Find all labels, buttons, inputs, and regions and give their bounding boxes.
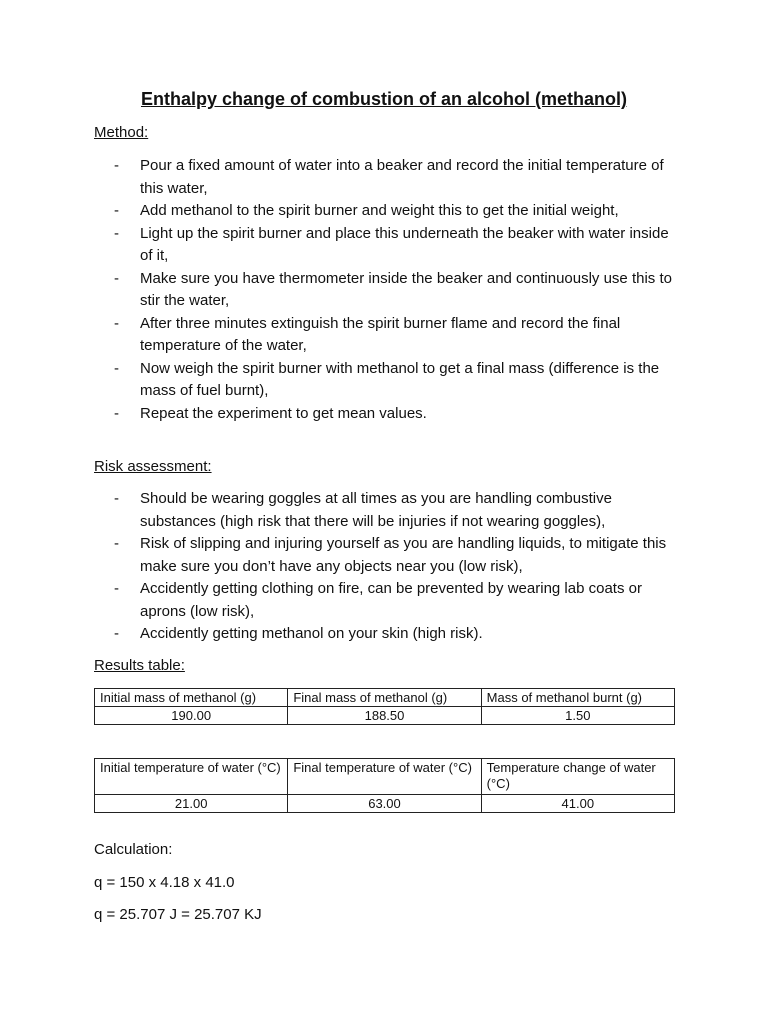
table-header-cell: Final mass of methanol (g) [288, 689, 481, 707]
table-cell: 41.00 [481, 795, 674, 813]
table-header-row [95, 759, 675, 795]
results-heading: Results table: [94, 657, 185, 674]
method-item: - Make sure you have thermometer inside the beaker and continuously use this to stir the water, [94, 268, 684, 313]
method-item: - After three minutes extinguish the spirit burner flame and record the final temperature of the water, [94, 313, 684, 358]
table-cell: 1.50 [481, 707, 674, 725]
method-item: - Pour a fixed amount of water into a beaker and record the initial temperature of this water, [94, 155, 684, 200]
calculation-result: q = 25.707 J = 25.707 KJ [94, 906, 262, 923]
calculation-line: q = 150 x 4.18 x 41.0 [94, 874, 235, 891]
risk-item: - Accidently getting clothing on fire, can be prevented by wearing lab coats or aprons (low risk), [94, 578, 684, 623]
page-title: Enthalpy change of combustion of an alcohol (methanol) [140, 89, 628, 109]
table-cell: 190.00 [95, 707, 288, 725]
table-header-cell: Initial mass of methanol (g) [95, 689, 288, 707]
temperature-results-table [94, 758, 675, 813]
method-item: - Add methanol to the spirit burner and weight this to get the initial weight, [94, 200, 684, 223]
method-item: - Now weigh the spirit burner with methanol to get a final mass (difference is the mass of fuel burnt), [94, 358, 684, 403]
risk-item: - Risk of slipping and injuring yourself as you are handling liquids, to mitigate this make sure you don’t have any objects near you (low risk), [94, 533, 684, 578]
risk-heading: Risk assessment: [94, 458, 212, 475]
table-header-cell: Mass of methanol burnt (g) [481, 689, 674, 707]
table-cell: 21.00 [95, 795, 288, 813]
table-header-cell: Temperature change of water (°C) [481, 759, 674, 795]
table-header-cell: Final temperature of water (°C) [288, 759, 481, 795]
method-item: - Repeat the experiment to get mean values. [94, 403, 684, 426]
risk-list [94, 488, 684, 646]
method-heading: Method: [94, 124, 149, 141]
calculation-heading: Calculation: [94, 841, 173, 858]
risk-item: - Should be wearing goggles at all times as you are handling combustive substances (high risk that there will be injuries if not wearing goggles), [94, 488, 684, 533]
table-cell: 188.50 [288, 707, 481, 725]
method-list [94, 155, 684, 425]
table-cell: 63.00 [288, 795, 481, 813]
method-item: - Light up the spirit burner and place this underneath the beaker with water inside of it, [94, 223, 684, 268]
table-row [95, 795, 675, 813]
table-row [95, 707, 675, 725]
mass-results-table [94, 688, 675, 725]
table-header-row [95, 689, 675, 707]
risk-item: - Accidently getting methanol on your skin (high risk). [94, 623, 684, 646]
table-header-cell: Initial temperature of water (°C) [95, 759, 288, 795]
